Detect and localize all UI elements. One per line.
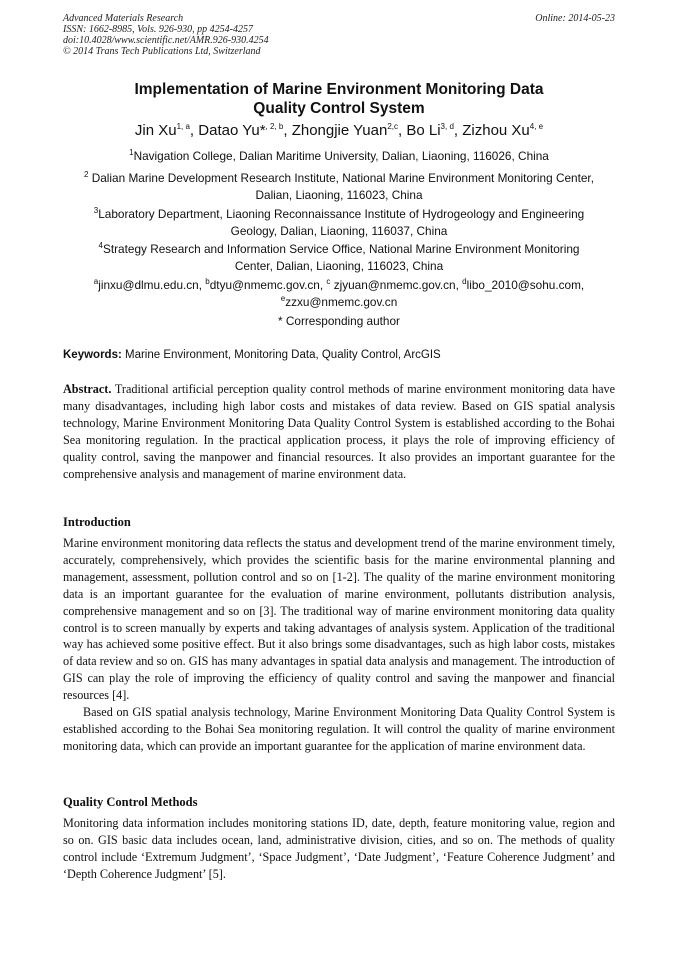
abstract-label: Abstract.	[63, 382, 112, 396]
author-name: Zhongjie Yuan	[291, 122, 388, 139]
methods-body	[63, 815, 615, 883]
affiliation-text: Strategy Research and Information Service Office, National Marine Environment Monitoring	[102, 242, 580, 256]
email-address: dtyu@nmemc.gov.cn,	[209, 278, 327, 292]
author-sup: 2,c	[387, 122, 398, 131]
affiliation-text: Dalian Marine Development Research Institute, National Marine Environment Monitoring Center,	[91, 171, 594, 185]
abstract	[63, 381, 615, 482]
email-address: zjyuan@nmemc.gov.cn,	[330, 278, 463, 292]
author-list: Jin Xu$^{1, a}$, Datao Yu*$^{, 2, b}$, Zhongjie Yuan$^{2,c}$, Bo Li$^{3, d}$, Zizhou Xu$^{4, e}$	[134, 122, 544, 139]
journal-header	[63, 13, 615, 57]
section-heading-introduction: Introduction	[63, 515, 131, 529]
corresponding-author-note: * Corresponding author	[278, 314, 400, 328]
copyright-line: © 2014 Trans Tech Publications Ltd, Switzerland	[63, 46, 261, 57]
affiliation-text: Laboratory Department, Liaoning Reconnaissance Institute of Hydrogeology and Engineering	[98, 207, 585, 221]
email-address: jinxu@dlmu.edu.cn,	[98, 278, 206, 292]
title-line-2: Quality Control System	[253, 100, 425, 117]
author-name: Bo Li	[406, 122, 441, 139]
introduction-paragraph-2: Based on GIS spatial analysis technology, Marine Environment Monitoring Data Quality Control System is established according to the Bohai Sea monitoring regulation. It will control the quality of marine environment monitoring data, which can provide an important guarantee for the application of marine environment data.	[63, 705, 615, 753]
email-sup: c	[326, 277, 331, 287]
email-sup: a	[93, 277, 99, 287]
affiliation-text: Dalian, Liaoning, 116023, China	[255, 188, 423, 202]
author-name: Jin Xu	[134, 122, 177, 139]
email-sup: d	[462, 277, 467, 287]
affiliation-1	[63, 148, 615, 165]
title-line-1: Implementation of Marine Environment Monitoring Data	[134, 81, 544, 98]
author-name: Zizhou Xu	[462, 122, 530, 139]
keywords-text: Marine Environment, Monitoring Data, Quality Control, ArcGIS	[121, 349, 441, 361]
email-address: libo_2010@sohu.com,	[466, 278, 585, 292]
affiliation-2	[63, 170, 615, 204]
section-heading-methods: Quality Control Methods	[63, 795, 198, 809]
author-sup: 1, a	[176, 122, 190, 131]
abstract-text: Traditional artificial perception quality control methods of marine environment monitoring data have many disadvantages, including high labor costs and mistakes of data review. Based on GIS spatial analysis technology, Marine Environment Monitoring Data Quality Control System is established according to the Bohai Sea monitoring regulation. In the practical application process, it plays the role of improving efficiency of quality control, saving the manpower and financial resources. It also provides an important guarantee for the comprehensive analysis and management of marine environment data.	[63, 382, 615, 481]
affiliation-sup: 2	[83, 170, 89, 180]
introduction-paragraph-1: Marine environment monitoring data reflects the status and development trend of the marine environment timely, accurately, comprehensively, which provides the scientific basis for the marine environmental planning and management, assessment, pollution control and so on [1-2]. The quality of the marine environment monitoring data is an important guarantee for the evaluation of marine environment, pollutants distribution analysis, comprehensive management and so on [3]. The traditional way of marine environment monitoring data quality control is to screen manually by experts and taking advantages of analysis system. Application of the traditional way has achieved some positive effect. But it also brings some disadvantages, such as high labor costs, mistakes of data review and so on. GIS has many advantages in spatial data analysis and management. The introduction of GIS can play the role of improving the efficiency of quality control and saving the manpower and financial resources [4].	[63, 536, 615, 703]
email-address: zzxu@nmemc.gov.cn	[285, 295, 398, 309]
affiliation-text: Geology, Dalian, Liaoning, 116037, China	[230, 224, 448, 238]
keywords-label: Keywords:	[63, 349, 122, 361]
doi-line: doi:10.4028/www.scientific.net/AMR.926-930.4254	[63, 35, 269, 46]
journal-name: Advanced Materials Research	[63, 13, 184, 24]
affiliation-text: Center, Dalian, Liaoning, 116023, China	[234, 259, 444, 273]
email-list	[63, 277, 615, 311]
affiliation-sup: 4	[98, 241, 103, 251]
affiliation-sup: 1	[129, 148, 134, 158]
author-name: Datao Yu*	[198, 122, 266, 139]
online-date: Online: 2014-05-23	[535, 13, 615, 24]
author-sup: 4, e	[529, 122, 544, 131]
email-sup: b	[205, 277, 210, 287]
affiliation-4	[63, 241, 615, 275]
affiliation-sup: 3	[93, 206, 99, 216]
affiliation-3	[63, 206, 615, 240]
author-sup: , 2, b	[265, 122, 284, 131]
email-sup: e	[280, 294, 286, 304]
author-sup: 3, d	[440, 122, 454, 131]
introduction-body	[63, 535, 615, 755]
issn-line: ISSN: 1662-8985, Vols. 926-930, pp 4254-4257	[63, 24, 253, 35]
affiliation-text: Navigation College, Dalian Maritime University, Dalian, Liaoning, 116026, China	[133, 149, 549, 163]
keywords	[63, 348, 615, 363]
methods-paragraph-1: Monitoring data information includes monitoring stations ID, date, depth, feature monitoring value, region and so on. GIS basic data includes ocean, land, administrative division, cities, and so on. The methods of quality control include ‘Extremum Judgment’, ‘Space Judgment’, ‘Date Judgment’, ‘Feature Coherence Judgment’ and ‘Depth Coherence Judgment’ [5].	[63, 816, 615, 881]
paper-title	[63, 80, 615, 118]
